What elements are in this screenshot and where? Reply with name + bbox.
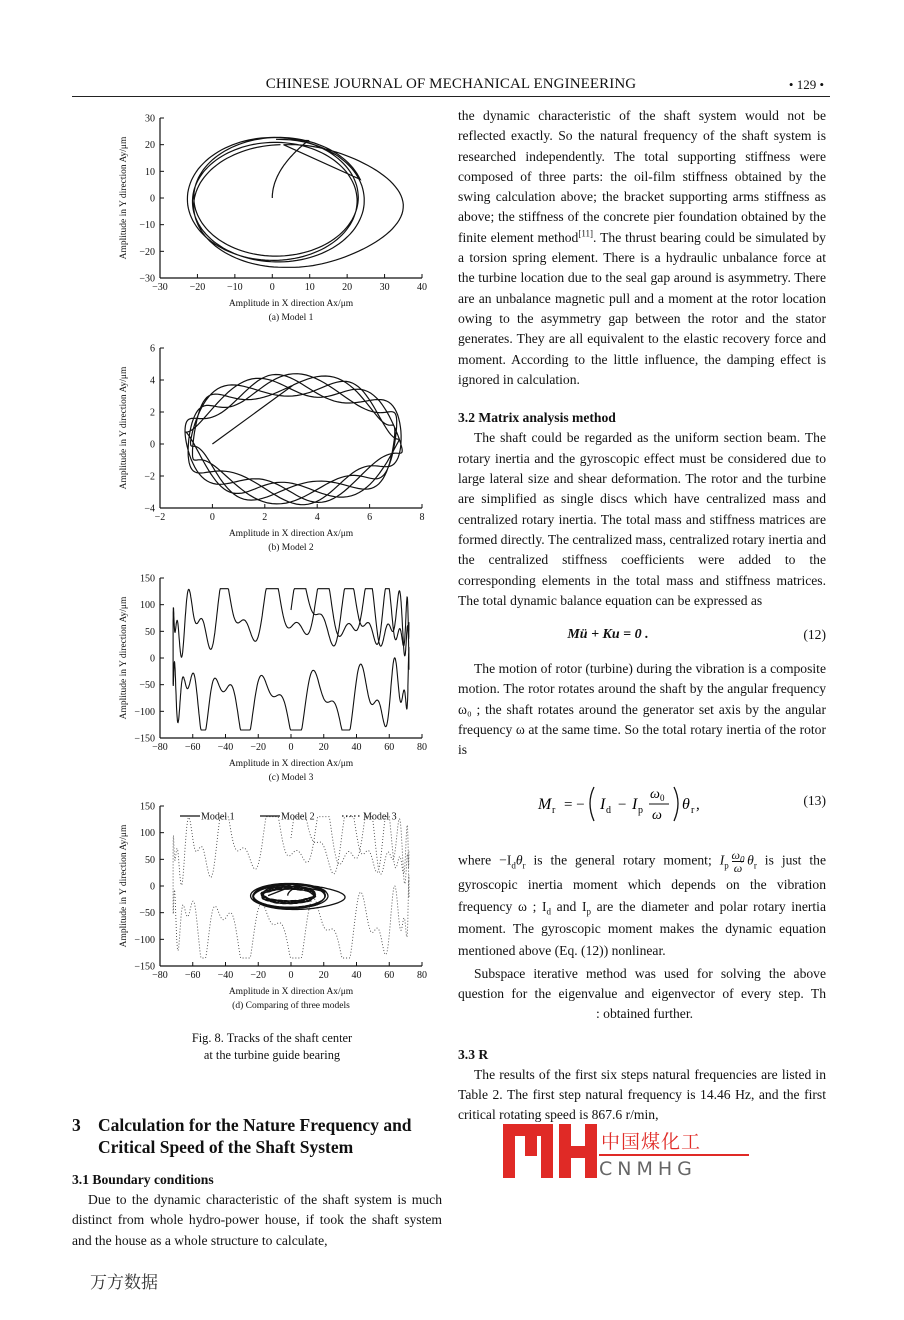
x-tick-label: −2 [154, 512, 166, 523]
y-axis-label: Amplitude in Y direction Ay/μm [119, 596, 129, 720]
orbit-line-model-1 [187, 137, 403, 267]
body-text-left [72, 1190, 442, 1251]
x-tick-label: −40 [217, 742, 234, 753]
svg-text:I: I [600, 795, 606, 813]
citation: [11] [578, 228, 594, 239]
x-axis-label: Amplitude in X direction Ax/μm [228, 529, 354, 539]
text: is just the gyroscopic inertia moment which depends on the vibration frequency ω ; I [458, 852, 827, 914]
x-tick-label: 40 [351, 970, 362, 981]
x-tick-label: 60 [384, 970, 395, 981]
x-tick-label: 0 [288, 970, 294, 981]
x-tick-label: 20 [318, 970, 329, 981]
y-tick-label: 20 [145, 140, 155, 152]
text: . The thrust bearing could be simulated by a torsion spring element. There is a hydraulic unbalance force at the turbine location due to the seal gap around is asymmetry. There are an unbalance magnetic pull and a moment at the rotor location owing to the asymmetry gap between the rotor and the stator generates. They are all equivalent to the elastic recovery force and moment. According to the little influence, the damping effect is ignored in calculation. [458, 229, 826, 387]
logo-bar [541, 1124, 553, 1178]
watermark-chinese-text: 中国煤化工 [599, 1127, 703, 1154]
y-tick-label: 30 [145, 113, 155, 125]
y-tick-label: 150 [140, 801, 155, 813]
paragraph: Due to the dynamic characteristic of the shaft system is much distinct from whole hydro-power house, if took the shaft system and the house as a whole structure to calculate, [72, 1192, 442, 1248]
y-tick-label: 100 [140, 828, 155, 840]
x-tick-label: 60 [384, 742, 395, 753]
y-tick-label: 150 [140, 573, 155, 585]
paragraph [458, 106, 826, 390]
x-tick-label: 10 [304, 282, 315, 293]
x-tick-label: 40 [417, 282, 427, 293]
x-tick-label: 20 [342, 282, 353, 293]
svg-text:d: d [606, 804, 611, 816]
section-title: Calculation for the Nature Frequency and Critical Speed of the Shaft System [98, 1115, 412, 1157]
subsection-3-2-heading: 3.2 Matrix analysis method [458, 410, 616, 426]
x-axis-label: Amplitude in X direction Ax/μm [228, 299, 354, 309]
section-number: 3 [72, 1115, 81, 1135]
watermark-logo [503, 1124, 753, 1180]
y-tick-label: −2 [144, 471, 155, 483]
text: : obtained further. [596, 1006, 694, 1022]
subsection-3-3-heading: 3.3 R [458, 1046, 489, 1062]
equation-number: (13) [803, 792, 826, 808]
y-tick-label: 0 [150, 439, 155, 451]
paragraph: The results of the first six steps natural frequencies are listed in Table 2. The first step natural frequency is 14.46 Hz, and the first critical rotating speed is 867.6 r/min, [458, 1066, 826, 1123]
equation-12 [458, 615, 826, 659]
y-tick-label: −100 [134, 706, 155, 718]
svg-text:0: 0 [660, 792, 665, 803]
svg-text:,: , [696, 796, 700, 813]
chart-subtitle: (d) Comparing of three models [232, 1001, 350, 1011]
figure-8b [112, 340, 432, 565]
y-tick-label: 50 [145, 854, 155, 866]
x-tick-label: 6 [367, 512, 373, 523]
logo-bar [525, 1124, 537, 1156]
x-tick-label: −80 [152, 970, 168, 981]
svg-text:ω: ω [652, 807, 662, 823]
figure-8d [112, 798, 432, 1023]
y-tick-label: 10 [145, 166, 155, 178]
chart-subtitle: (c) Model 3 [268, 773, 314, 783]
svg-text:p: p [638, 804, 643, 816]
x-tick-label: −80 [152, 742, 168, 753]
subsection-3-1-heading: 3.1 Boundary conditions [72, 1172, 214, 1187]
figure-8a [112, 110, 432, 335]
right-column [458, 106, 826, 1126]
y-tick-label: −50 [139, 908, 155, 920]
y-axis-label: Amplitude in Y direction Ay/μm [119, 824, 129, 948]
page-number: • 129 • [788, 77, 824, 92]
x-tick-label: 4 [314, 512, 320, 523]
svg-text:ω: ω [650, 786, 660, 802]
chart-model-2 [112, 340, 432, 565]
legend-label-1: Model 1 [201, 811, 235, 823]
paragraph [458, 964, 826, 1025]
x-tick-label: 80 [417, 742, 427, 753]
y-tick-label: 0 [150, 881, 155, 893]
y-tick-label: 0 [150, 193, 155, 205]
chart-comparison [112, 798, 432, 1023]
y-tick-label: 6 [150, 343, 155, 355]
y-axis-label: Amplitude in Y direction Ay/μm [119, 136, 129, 260]
y-tick-label: −30 [139, 273, 155, 285]
x-tick-label: −20 [250, 742, 267, 753]
svg-text:= −: = − [564, 796, 585, 813]
y-axis-label: Amplitude in Y direction Ay/μm [119, 366, 129, 490]
text: where −I [458, 852, 512, 868]
x-tick-label: −10 [227, 282, 243, 293]
x-tick-label: 40 [351, 742, 362, 753]
y-tick-label: 2 [150, 407, 155, 419]
y-tick-label: 4 [150, 375, 155, 387]
chart-subtitle: (a) Model 1 [268, 313, 314, 323]
text: is the general rotary moment; [525, 852, 712, 868]
x-tick-label: 2 [262, 512, 268, 523]
y-tick-label: −100 [134, 934, 155, 946]
svg-text:θ: θ [682, 795, 690, 813]
svg-text:I: I [632, 795, 638, 813]
source-footer: 万方数据 [90, 1273, 158, 1293]
caption-line-2: at the turbine guide bearing [203, 1048, 341, 1062]
journal-title: CHINESE JOURNAL OF MECHANICAL ENGINEERING [265, 76, 637, 92]
watermark-divider [599, 1154, 749, 1156]
x-tick-label: 0 [269, 282, 275, 293]
watermark-english-text: CNMHG [599, 1158, 697, 1180]
y-tick-label: −20 [139, 246, 155, 258]
equation-13-formula [528, 773, 828, 833]
figure-8c [112, 570, 432, 795]
orbit-line-model-3 [173, 589, 409, 730]
x-tick-label: 0 [209, 512, 215, 523]
x-tick-label: −20 [250, 970, 267, 981]
text: are the diameter and polar rotary inertia moment. The gyroscopic moment makes the dynamic equation mentioned above (Eq. (12)) nonlinear. [458, 898, 826, 958]
y-tick-label: 0 [150, 653, 155, 665]
chart-model-1 [112, 110, 432, 335]
equation-expression: Mü + Ku = 0 . [567, 627, 649, 643]
y-tick-label: 50 [145, 626, 155, 638]
x-tick-label: −60 [184, 742, 201, 753]
y-tick-label: −4 [144, 503, 155, 515]
x-tick-label: −40 [217, 970, 234, 981]
x-tick-label: −60 [184, 970, 201, 981]
equation-13 [458, 761, 826, 849]
paragraph: where $-I_d\theta_r$ is the general rotary moment; $I_p$ $\omega_0$ ω $\theta_r$ is just the gyroscopic inertia moment which depends on the vibration frequency ω ; $I_d$ and $I_p$ are the diameter and polar rotary inertia moment. The gyroscopic moment makes the dynamic equation mentioned above (Eq. (12)) nonlinear. [458, 847, 827, 958]
svg-text:r: r [691, 804, 695, 816]
y-tick-label: −150 [134, 733, 155, 745]
x-tick-label: 8 [419, 512, 425, 523]
x-tick-label: −30 [152, 282, 168, 293]
caption-line-1: Fig. 8. Tracks of the shaft center [191, 1031, 353, 1045]
text: Subspace iterative method was used for solving the above question for the eigenvalue and eigenvector of every step. Th [458, 965, 826, 1001]
paragraph: The motion of rotor (turbine) during the vibration is a composite motion. The rotor rotates around the shaft by the angular frequency ω₀ ; the shaft rotates around the generator set axis by the angular frequency ω at the same time. So the total rotary inertia of the rotor is [458, 661, 826, 758]
chart-subtitle: (b) Model 2 [268, 543, 314, 553]
x-axis-label: Amplitude in X direction Ax/μm [228, 987, 354, 997]
legend-label-3: Model 3 [363, 811, 397, 823]
figure-caption [132, 1030, 412, 1064]
y-tick-label: −150 [134, 961, 155, 973]
x-tick-label: 0 [288, 742, 294, 753]
text: and I [551, 898, 587, 914]
legend-label-2: Model 2 [281, 811, 315, 823]
x-tick-label: 30 [379, 282, 390, 293]
orbit-line-model-2 [185, 374, 402, 505]
chart-model-3 [112, 570, 432, 795]
y-tick-label: −50 [139, 680, 155, 692]
text: the dynamic characteristic of the shaft system would not be reflected exactly. So the natural frequency of the shaft system is researched independently. The total supporting stiffness were composed of three parts: the oil-film stiffness obtained by the swing calculation above; the bracket supporting arms stiffness as above; the stiffness of the concrete pier foundation obtained by the finite element method [458, 108, 826, 245]
x-tick-label: 80 [417, 970, 427, 981]
page-header [72, 74, 830, 97]
x-tick-label: −20 [189, 282, 206, 293]
svg-text:−: − [618, 796, 627, 813]
logo-bar [585, 1124, 597, 1178]
x-tick-label: 20 [318, 742, 329, 753]
y-tick-label: −10 [139, 220, 155, 232]
y-tick-label: 100 [140, 600, 155, 612]
equation-number: (12) [803, 627, 826, 643]
paragraph: The shaft could be regarded as the uniform section beam. The rotary inertia and the gyroscopic effect must be considered due to large lateral size and shear deformation. The rotor and the turbine are simplified as single discs which have centralized mass and centralized rotary inertia. The total mass and stiffness matrices are formed directly. The centralized mass, centralized rotary inertia and the centralized stiffness coefficients were added to the corresponding elements in the total mass and stiffness matrices. The total dynamic balance equation can be expressed as [458, 430, 826, 608]
x-axis-label: Amplitude in X direction Ax/μm [228, 759, 354, 769]
svg-text:r: r [552, 804, 556, 816]
svg-text:M: M [538, 795, 552, 813]
